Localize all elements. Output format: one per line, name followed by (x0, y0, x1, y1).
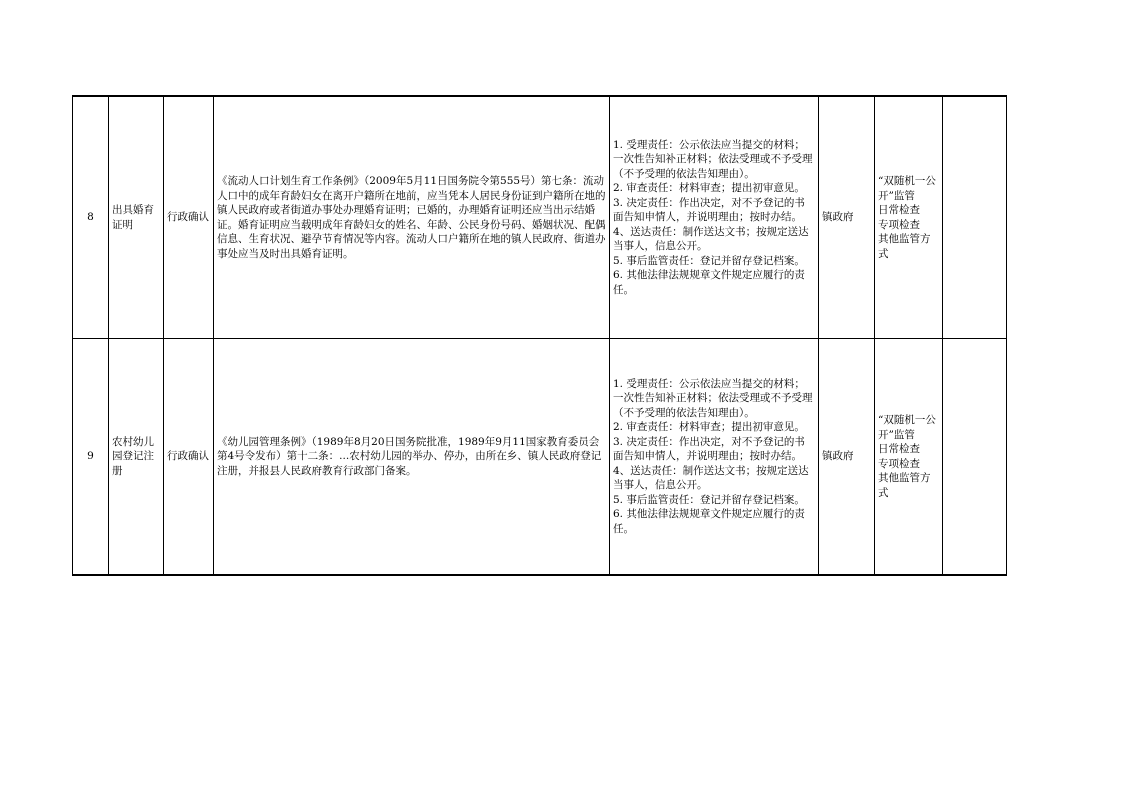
supervision-item: 其他监管方式 (878, 233, 931, 260)
supervision-methods (875, 339, 943, 576)
supervision-item: 其他监管方式 (878, 472, 931, 499)
responsible-subject: 镇政府 (819, 339, 875, 576)
responsibility-item: 5. 事后监管责任：登记并留存登记档案。 (613, 254, 805, 267)
supervision-item: 专项检查 (878, 218, 920, 231)
row-number: 9 (73, 339, 109, 576)
row-number: 8 (73, 96, 109, 339)
responsibility-item: 4、送达责任：制作送达文书；按规定送达当事人，信息公开。 (613, 464, 809, 492)
supervision-item: “双随机一公开”监管 (878, 414, 936, 441)
responsibility-item: 3. 决定责任：作出决定，对不予登记的书面告知申情人，并说明理由；按时办结。 (613, 435, 805, 463)
item-name: 出具婚育证明 (109, 96, 164, 339)
responsibility-item: 6. 其他法律法规规章文件规定应履行的责任。 (613, 508, 805, 535)
responsibility-item: 5. 事后监管责任：登记并留存登记档案。 (613, 493, 805, 506)
table-row (73, 339, 1007, 576)
item-category: 行政确认 (164, 96, 214, 339)
responsibility-item: 2. 审查责任：材料审查；提出初审意见。 (613, 421, 805, 434)
responsibility-item: 3. 决定责任：作出决定，对不予登记的书面告知申情人，并说明理由；按时办结。 (613, 196, 805, 224)
responsibility-list (610, 96, 819, 339)
responsibility-item: 1. 受理责任：公示依法应当提交的材料；一次性告知补正材料；依法受理或不予受理（不予受理的依法告知理由）。 (613, 138, 813, 180)
responsibility-item: 2. 审查责任：材料审查；提出初审意见。 (613, 182, 805, 195)
responsibility-item: 6. 其他法律法规规章文件规定应履行的责任。 (613, 269, 805, 296)
supervision-item: “双随机一公开”监管 (878, 175, 936, 202)
responsible-subject: 镇政府 (819, 96, 875, 339)
supervision-item: 日常检查 (878, 204, 920, 216)
table-row (73, 96, 1007, 339)
responsibility-item: 4、送达责任：制作送达文书；按规定送达当事人，信息公开。 (613, 225, 809, 253)
supervision-item: 日常检查 (878, 443, 920, 455)
supervision-methods (875, 96, 943, 339)
power-list-table (72, 95, 1007, 576)
supervision-item: 专项检查 (878, 457, 920, 470)
legal-basis: 《流动人口计划生育工作条例》（2009年5月11日国务院令第555号）第七条：流动人口中的成年育龄妇女在离开户籍所在地前，应当凭本人居民身份证到户籍所在地的镇人民政府或者街道办事处办理婚育证明；已婚的，办理婚育证明还应当出示结婚证。婚育证明应当载明成年育龄妇女的姓名、年龄、公民身份号码、婚姻状况、配偶信息、生育状况、避孕节育情况等内容。流动人口户籍所在地的镇人民政府、街道办事处应当及时出具婚育证明。 (214, 96, 610, 339)
responsibility-item: 1. 受理责任：公示依法应当提交的材料；一次性告知补正材料；依法受理或不予受理（不予受理的依法告知理由）。 (613, 377, 813, 419)
note-cell (943, 96, 1007, 339)
legal-basis: 《幼儿园管理条例》（1989年8月20日国务院批准，1989年9月11国家教育委员会第4号令发布）第十二条：...农村幼儿园的举办、停办，由所在乡、镇人民政府登记注册，并报县人民政府教育行政部门备案。 (214, 339, 610, 576)
item-category: 行政确认 (164, 339, 214, 576)
note-cell (943, 339, 1007, 576)
item-name: 农村幼儿园登记注册 (109, 339, 164, 576)
responsibility-list (610, 339, 819, 576)
